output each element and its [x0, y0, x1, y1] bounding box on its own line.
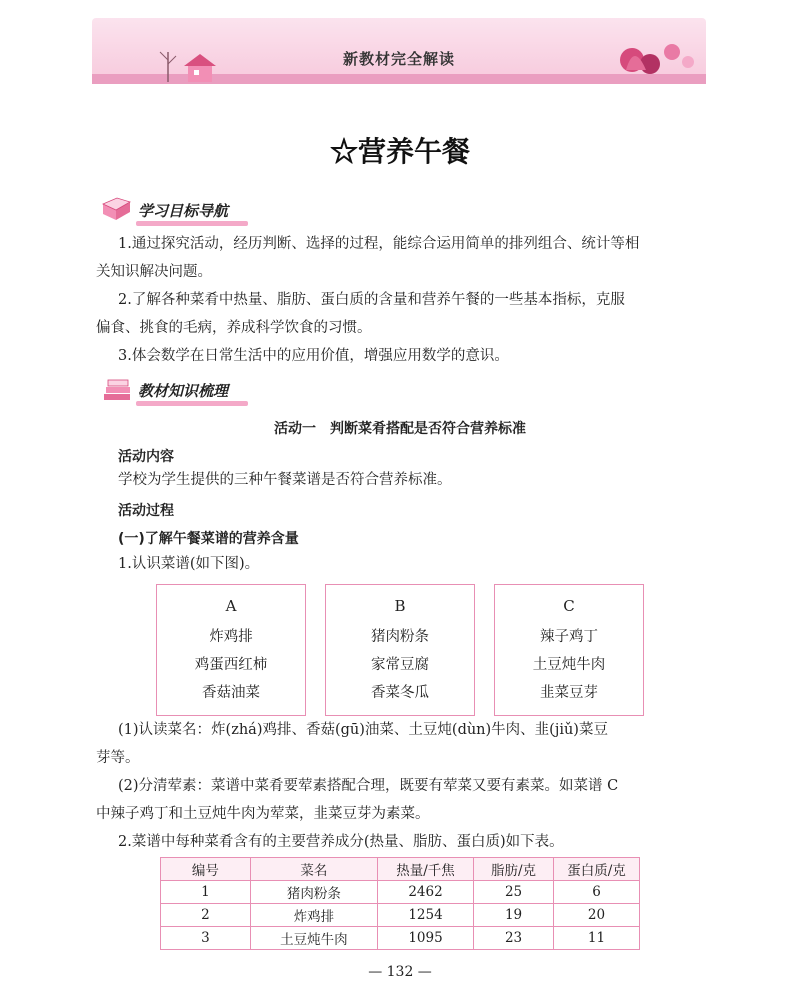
section-knowledge-heading	[100, 376, 229, 406]
cell: 猪肉粉条	[250, 881, 377, 904]
note2-line1: (2)分清荤素：菜谱中菜肴要荤素搭配合理，既要有荤菜又要有素菜。如菜谱 C	[118, 778, 619, 794]
books-stack-icon	[100, 376, 134, 404]
goal-line-1: 1.通过探究活动，经历判断、选择的过程，能综合运用简单的排列组合、统计等相	[118, 236, 640, 252]
goal-line-3: 2.了解各种菜肴中热量、脂肪、蛋白质的含量和营养午餐的一些基本指标，克服	[118, 292, 625, 308]
cell: 1095	[378, 927, 474, 950]
content-text: 学校为学生提供的三种午餐菜谱是否符合营养标准。	[118, 472, 452, 488]
cell: 炸鸡排	[250, 904, 377, 927]
menu-dish: 香菇油菜	[202, 685, 260, 701]
menu-dish: 韭菜豆芽	[540, 685, 598, 701]
note2-line2: 中辣子鸡丁和土豆炖牛肉为荤菜，韭菜豆芽为素菜。	[96, 806, 430, 822]
col-header: 蛋白质/克	[554, 858, 640, 881]
page-title: ☆营养午餐	[329, 135, 470, 168]
goal-line-5: 3.体会数学在日常生活中的应用价值，增强应用数学的意识。	[118, 348, 509, 364]
menu-letter: C	[563, 597, 575, 615]
goal-line-2: 关知识解决问题。	[96, 264, 212, 280]
cell: 3	[161, 927, 251, 950]
menu-card-a	[156, 584, 306, 716]
menu-dish: 辣子鸡丁	[540, 629, 598, 645]
table-row	[161, 881, 640, 904]
col-header: 菜名	[250, 858, 377, 881]
page-header	[92, 18, 706, 84]
menu-dish: 家常豆腐	[371, 657, 429, 673]
process-heading: 活动过程	[118, 503, 174, 519]
step-heading: (一)了解午餐菜谱的营养含量	[118, 531, 299, 547]
menu-dish: 炸鸡排	[209, 629, 253, 645]
nutrition-table	[160, 857, 640, 950]
content-heading: 活动内容	[118, 449, 174, 465]
menu-letter: A	[225, 597, 237, 615]
cell: 土豆炖牛肉	[250, 927, 377, 950]
cell: 19	[474, 904, 554, 927]
menu-dish: 猪肉粉条	[371, 629, 429, 645]
step1-text: 1.认识菜谱(如下图)。	[118, 556, 260, 572]
cell: 23	[474, 927, 554, 950]
book-icon	[100, 196, 134, 222]
page-number: — 132 —	[368, 964, 432, 980]
goal-line-4: 偏食、挑食的毛病，养成科学饮食的习惯。	[96, 320, 372, 336]
heading-underline	[136, 221, 248, 226]
cell: 11	[554, 927, 640, 950]
menu-letter: B	[394, 597, 406, 615]
menu-dish: 土豆炖牛肉	[532, 657, 606, 673]
table-header-row	[161, 858, 640, 881]
col-header: 编号	[161, 858, 251, 881]
menu-card-c	[494, 584, 644, 716]
section-goals-label: 学习目标导航	[138, 202, 229, 220]
header-title: 新教材完全解读	[342, 50, 455, 68]
table-row	[161, 927, 640, 950]
section-goals-heading	[100, 196, 229, 226]
cell: 6	[554, 881, 640, 904]
section-knowledge-label: 教材知识梳理	[138, 382, 229, 400]
cell: 2	[161, 904, 251, 927]
note1-line2: 芽等。	[96, 750, 140, 766]
cell: 25	[474, 881, 554, 904]
col-header: 脂肪/克	[474, 858, 554, 881]
step2-text: 2.菜谱中每种菜肴含有的主要营养成分(热量、脂肪、蛋白质)如下表。	[118, 834, 564, 850]
col-header: 热量/千焦	[378, 858, 474, 881]
note1-line1: (1)认读菜名：炸(zhá)鸡排、香菇(gū)油菜、土豆炖(dùn)牛肉、韭(jiǔ)菜豆	[118, 722, 608, 738]
heading-underline	[136, 401, 248, 406]
activity-title: 活动一 判断菜肴搭配是否符合营养标准	[274, 421, 526, 437]
menu-dish: 香菜冬瓜	[371, 685, 429, 701]
menu-dish: 鸡蛋西红柿	[194, 657, 268, 673]
cell: 2462	[378, 881, 474, 904]
cell: 20	[554, 904, 640, 927]
table-row	[161, 904, 640, 927]
cell: 1254	[378, 904, 474, 927]
menu-card-b	[325, 584, 475, 716]
cell: 1	[161, 881, 251, 904]
